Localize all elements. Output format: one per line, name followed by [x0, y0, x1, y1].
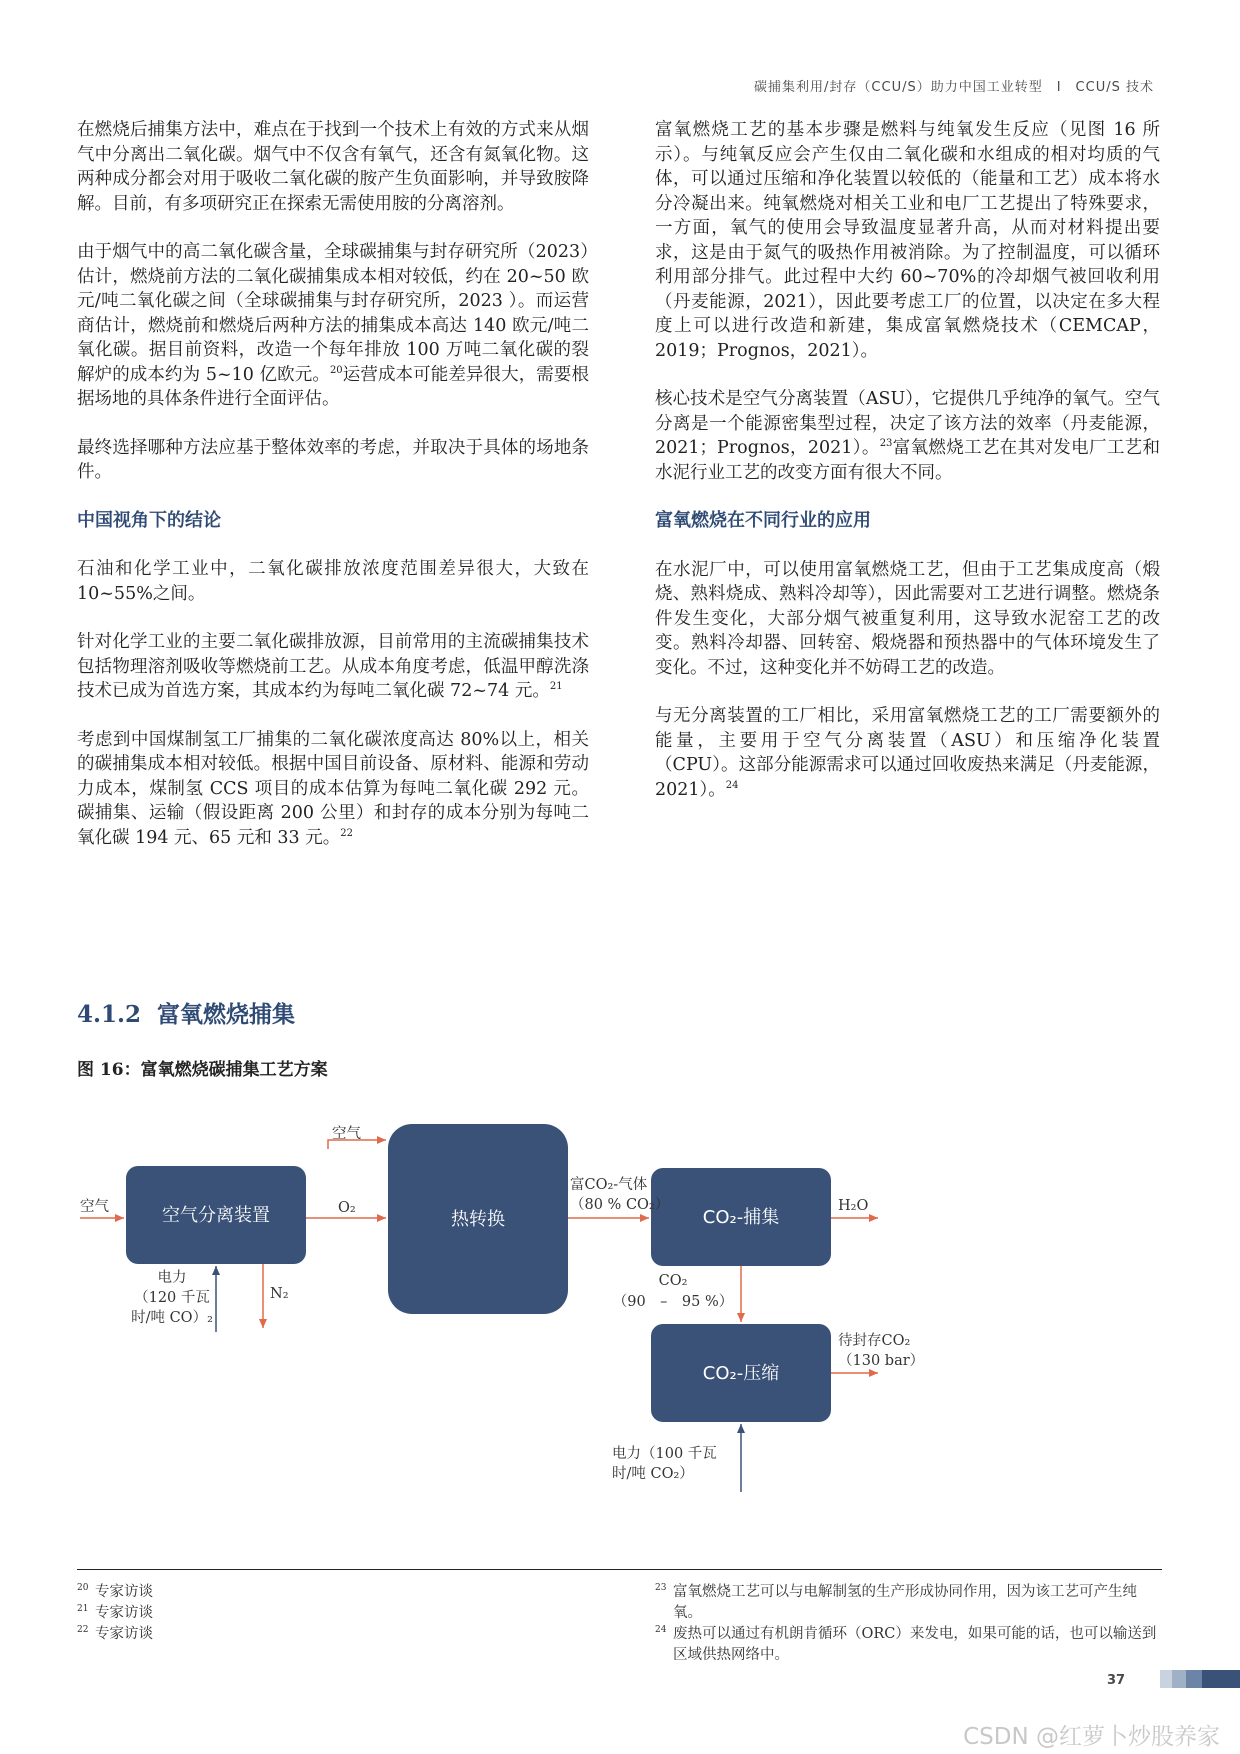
label-co2-line2: （90 – 95 %）: [612, 1294, 734, 1310]
paragraph-text: 核心技术是空气分离装置（ASU），它提供几乎纯净的氧气。空气分离是一个能源密集型过程，决定了该方法的效率（丹麦能源，2021；Prognos，2021）。: [655, 389, 1160, 458]
footnote-ref[interactable]: 23: [879, 438, 893, 450]
section-heading: 富氧燃烧捕集: [157, 1001, 296, 1028]
heat-box-label: 热转换: [451, 1209, 505, 1230]
figure-caption: 图 16：富氧燃烧碳捕集工艺方案: [77, 1060, 328, 1080]
footnote-number: 23: [655, 1583, 667, 1593]
paragraph: 最终选择哪种方法应基于整体效率的考虑，并取决于具体的场地条件。: [77, 437, 589, 482]
asu-box: [126, 1166, 306, 1264]
label-power2-line2: 时/吨 CO₂）: [612, 1466, 694, 1482]
label-o2: O₂: [338, 1200, 356, 1216]
label-store-line2: （130 bar）: [838, 1353, 925, 1369]
footnote-ref[interactable]: 22: [340, 827, 353, 839]
footnotes-left: [77, 1582, 557, 1645]
footnote-text: 富氧燃烧工艺可以与电解制氢的生产形成协同作用，因为该工艺可产生纯氧。: [673, 1584, 1137, 1621]
running-header: 碳捕集利用/封存（CCU/S）助力中国工业转型 Ⅰ CCU/S 技术: [754, 80, 1154, 95]
footnote: [655, 1582, 1160, 1624]
footnote-number: 22: [77, 1625, 89, 1635]
label-store-line1: 待封存CO₂: [838, 1333, 911, 1349]
subheading: 富氧燃烧在不同行业的应用: [655, 510, 871, 531]
paragraph: [655, 704, 1160, 802]
left-column: [77, 118, 589, 874]
capture-box: [651, 1168, 831, 1266]
paragraph: 富氧燃烧工艺的基本步骤是燃料与纯氧发生反应（见图 16 所示）。与纯氧反应会产生仅由二氧化碳和水组成的相对均质的气体，可以通过压缩和净化装置以较低的（能量和工艺）成本将水分冷凝出来。纯氧燃烧对相关工业和电厂工艺提出了特殊要求，一方面，氧气的使用会导致温度显著升高，从而对材料提出要求，这是由于氮气的吸热作用被消除。为了控制温度，可以循环利用部分排气。此过程中大约 60~70%的冷却烟气被回收利用（丹麦能源，2021），因此要考虑工厂的位置，以决定在多大程度上可以进行改造和新建，集成富氧燃烧技术（CEMCAP，2019；Prognos，2021）。: [655, 120, 1160, 361]
label-co2-line1: CO₂: [658, 1273, 688, 1289]
label-power1-line1: 电力: [157, 1270, 187, 1286]
subheading: 中国视角下的结论: [77, 509, 221, 531]
section-title: [77, 996, 295, 1029]
footnote: [77, 1603, 557, 1624]
footnote-number: 21: [77, 1604, 89, 1614]
label-power2-line1: 电力（100 千瓦: [612, 1446, 717, 1462]
footnote-text: 专家访谈: [95, 1584, 153, 1600]
label-rich-line1: 富CO₂-气体: [570, 1177, 648, 1193]
label-air-top: 空气: [332, 1126, 361, 1142]
paragraph: [77, 630, 589, 704]
footnote-number: 20: [77, 1583, 89, 1593]
tab-segment: [1160, 1670, 1172, 1688]
label-h2o: H₂O: [838, 1198, 869, 1214]
paragraph: 石油和化学工业中，二氧化碳排放浓度范围差异很大，大致在 10~55%之间。: [77, 559, 589, 604]
compress-box-label: CO₂-压缩: [702, 1363, 780, 1384]
paragraph-text: 考虑到中国煤制氢工厂捕集的二氧化碳浓度高达 80%以上，相关的碳捕集成本相对较低。根据中国目前设备、原材料、能源和劳动力成本，煤制氢 CCS 项目的成本估算为每吨二氧化碳 292 元。碳捕集、运输（假设距离 200 公里）和封存的成本分别为每吨二氧化碳 194 元、65 元和 33 元。: [77, 729, 589, 848]
watermark: CSDN @红萝卜炒股养家: [963, 1724, 1220, 1750]
paragraph-text: 与无分离装置的工厂相比，采用富氧燃烧工艺的工厂需要额外的能量，主要用于空气分离装置（ASU）和压缩净化装置（CPU）。这部分能源需求可以通过回收废热来满足（丹麦能源，2021）。: [655, 706, 1160, 800]
label-power1-line3: 时/吨 CO）₂: [131, 1310, 213, 1326]
paragraph: [77, 728, 589, 851]
paragraph-text: 由于烟气中的高二氧化碳含量，全球碳捕集与封存研究所（2023）估计，燃烧前方法的二氧化碳捕集成本相对较低，约在 20~50 欧元/吨二氧化碳之间（全球碳捕集与封存研究所，2023 ）。而运营商估计，燃烧前和燃烧后两种方法的捕集成本高达 140 欧元/吨二氧化碳。据目前资料，改造一个每年排放 100 万吨二氧化碳的裂解炉的成本约为 5~10 亿欧元。: [77, 242, 589, 385]
footnote-ref[interactable]: 24: [725, 779, 739, 791]
footnote-number: 24: [655, 1625, 667, 1635]
process-diagram: [60, 1110, 925, 1510]
label-air-in: 空气: [80, 1199, 109, 1215]
label-n2: N₂: [270, 1286, 289, 1302]
paragraph-text: 富氧燃烧工艺在其对发电厂工艺和水泥行业工艺的改变方面有很大不同。: [655, 438, 1160, 483]
paragraph: 在燃烧后捕集方法中，难点在于找到一个技术上有效的方式来从烟气中分离出二氧化碳。烟气中不仅含有氧气，还含有氮氧化物。这两种成分都会对用于吸收二氧化碳的胺产生负面影响，并导致胺降解。目前，有多项研究正在探索无需使用胺的分离溶剂。: [77, 120, 589, 214]
section-number: 4.1.2: [77, 1001, 142, 1028]
page-number: 37: [1107, 1673, 1126, 1688]
tab-segment: [1186, 1670, 1202, 1688]
capture-box-label: CO₂-捕集: [702, 1207, 780, 1228]
right-column: [655, 118, 1160, 826]
heat-box: [388, 1124, 568, 1314]
footnote-text: 废热可以通过有机朗肯循环（ORC）来发电，如果可能的话，也可以输送到区域供热网络中。: [673, 1626, 1157, 1663]
tab-segment: [1172, 1670, 1186, 1688]
compress-box: [651, 1324, 831, 1422]
paragraph: [655, 387, 1160, 485]
tab-segment: [1202, 1670, 1240, 1688]
paragraph-text: 运营成本可能差异很大，需要根据场地的具体条件进行全面评估。: [77, 364, 589, 409]
footnote: [77, 1582, 557, 1603]
paragraph: 在水泥厂中，可以使用富氧燃烧工艺，但由于工艺集成度高（煅烧、熟料烧成、熟料冷却等），因此需要对工艺进行调整。燃烧条件发生变化，大部分烟气被重复利用，这导致水泥窑工艺的改变。熟料冷却器、回转窑、煅烧器和预热器中的气体环境发生了变化。不过，这种变化并不妨碍工艺的改造。: [655, 559, 1160, 678]
footnote: [655, 1624, 1160, 1666]
footnote-text: 专家访谈: [95, 1626, 153, 1642]
asu-box-label: 空气分离装置: [162, 1205, 270, 1226]
footnote-text: 专家访谈: [95, 1605, 153, 1621]
paragraph: [77, 240, 589, 412]
footnote-divider: [77, 1569, 1162, 1570]
paragraph-text: 针对化学工业的主要二氧化碳排放源，目前常用的主流碳捕集技术包括物理溶剂吸收等燃烧前工艺。从成本角度考虑，低温甲醇洗涤技术已成为首选方案，其成本约为每吨二氧化碳 72~74 元。: [77, 632, 589, 701]
footnote-ref[interactable]: 21: [549, 681, 563, 693]
page-tab-decoration: [1160, 1670, 1240, 1688]
label-power1-line2: （120 千瓦: [134, 1290, 210, 1306]
footnotes-right: [655, 1582, 1160, 1666]
footnote-ref[interactable]: 20: [329, 364, 343, 376]
label-rich-line2: （80 % CO₂）: [570, 1197, 670, 1213]
footnote: [77, 1624, 557, 1645]
